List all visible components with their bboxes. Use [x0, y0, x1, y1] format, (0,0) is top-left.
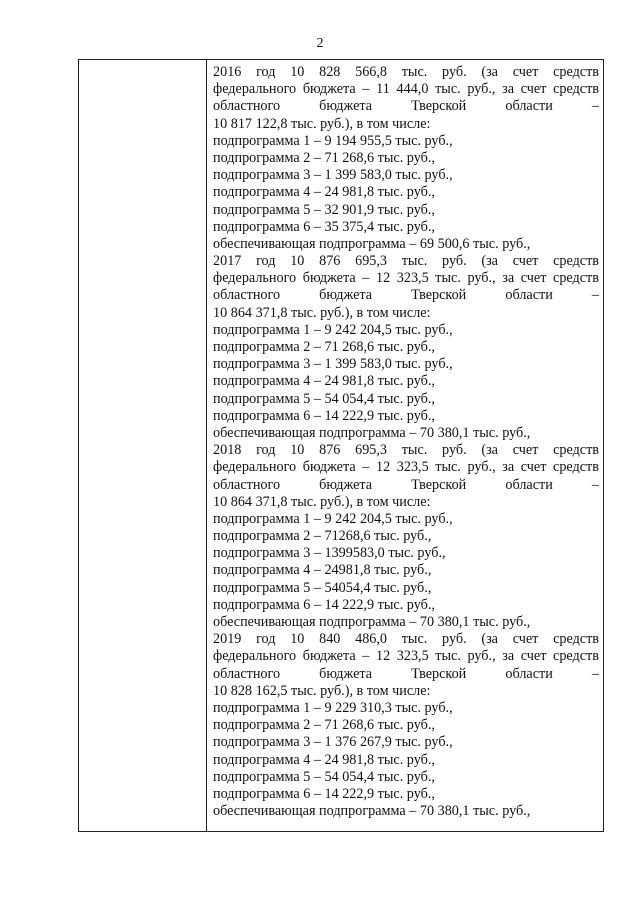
text-line: подпрограмма 2 – 71 268,6 тыс. руб.,	[213, 149, 435, 166]
word: руб.,	[467, 459, 496, 476]
text-line	[213, 81, 599, 98]
word: 10	[290, 253, 305, 270]
word: тыс.	[435, 81, 461, 98]
text-line: подпрограмма 4 – 24 981,8 тыс. руб.,	[213, 751, 435, 768]
word: 486,0	[355, 631, 388, 648]
word: средств	[553, 64, 599, 80]
text-line	[213, 459, 599, 476]
word: области	[505, 287, 553, 304]
word: за	[502, 270, 515, 287]
word: счет	[512, 253, 539, 270]
word: 10	[290, 442, 305, 459]
text-line	[213, 287, 599, 304]
text-line: обеспечивающая подпрограмма – 69 500,6 тыс. руб.,	[213, 235, 531, 252]
word: 10	[290, 64, 305, 80]
word: за	[502, 459, 515, 476]
word: 566,8	[355, 64, 388, 80]
word: Тверской	[411, 476, 467, 493]
word: Тверской	[411, 665, 467, 682]
word: счет	[520, 648, 547, 665]
text-line: 10 817 122,8 тыс. руб.), в том числе:	[213, 115, 431, 132]
word: бюджета	[319, 287, 373, 304]
text-line: 10 864 371,8 тыс. руб.), в том числе:	[213, 493, 431, 510]
word: (за	[481, 64, 498, 80]
word: (за	[481, 442, 498, 459]
text-line: обеспечивающая подпрограмма – 70 380,1 тыс. руб.,	[213, 803, 531, 820]
text-line: подпрограмма 2 – 71268,6 тыс. руб.,	[213, 528, 432, 545]
column-divider	[206, 60, 207, 831]
word: руб.	[442, 442, 467, 459]
text-line: подпрограмма 4 – 24981,8 тыс. руб.,	[213, 562, 432, 579]
word: тыс.	[401, 442, 428, 459]
word: областного	[213, 98, 281, 115]
funding-table	[78, 59, 604, 832]
funding-text-cell	[213, 64, 599, 820]
word: 11	[376, 81, 390, 98]
text-line: подпрограмма 5 – 54 054,4 тыс. руб.,	[213, 768, 435, 785]
word: областного	[213, 287, 281, 304]
word: счет	[512, 631, 539, 648]
word: год	[256, 631, 276, 648]
word: год	[256, 64, 276, 80]
text-line	[213, 253, 599, 270]
word: 695,3	[355, 253, 388, 270]
word: –	[591, 98, 599, 115]
text-line: подпрограмма 4 – 24 981,8 тыс. руб.,	[213, 184, 435, 201]
word: области	[505, 665, 553, 682]
word: 12	[375, 459, 391, 476]
text-line: подпрограмма 4 – 24 981,8 тыс. руб.,	[213, 373, 435, 390]
word: бюджета	[319, 98, 373, 115]
text-line	[213, 442, 599, 459]
word: областного	[213, 476, 281, 493]
text-line: обеспечивающая подпрограмма – 70 380,1 тыс. руб.,	[213, 424, 531, 441]
word: тыс.	[401, 253, 428, 270]
word: –	[591, 476, 599, 493]
word: счет	[520, 270, 547, 287]
word: руб.,	[467, 270, 496, 287]
word: тыс.	[401, 631, 428, 648]
word: 2019	[213, 631, 242, 648]
word: 12	[375, 648, 391, 665]
word: федерального	[213, 459, 297, 476]
word: федерального	[213, 270, 297, 287]
word: счет	[520, 459, 547, 476]
word: областного	[213, 665, 281, 682]
word: (за	[481, 631, 498, 648]
word: руб.,	[467, 81, 496, 98]
word: 12	[375, 270, 391, 287]
word: 2016	[213, 64, 242, 80]
word: средств	[553, 442, 599, 459]
word: области	[505, 476, 553, 493]
word: 840	[319, 631, 341, 648]
word: тыс.	[435, 270, 461, 287]
text-line: подпрограмма 2 – 71 268,6 тыс. руб.,	[213, 339, 435, 355]
text-line: подпрограмма 3 – 1399583,0 тыс. руб.,	[213, 545, 446, 562]
text-line: подпрограмма 1 – 9 194 955,5 тыс. руб.,	[213, 132, 453, 149]
word: за	[502, 648, 515, 665]
word: средств	[553, 631, 599, 648]
word: год	[256, 253, 276, 270]
text-line	[213, 648, 599, 665]
word: бюджета	[302, 459, 356, 476]
word: бюджета	[319, 665, 373, 682]
word: –	[591, 665, 599, 682]
word: 2018	[213, 442, 242, 459]
word: руб.	[442, 631, 467, 648]
word: счет	[512, 64, 539, 80]
word: –	[362, 459, 370, 476]
word: 323,5	[396, 648, 429, 665]
word: тыс.	[435, 648, 461, 665]
word: счет	[512, 442, 539, 459]
word: 10	[290, 631, 305, 648]
word: 323,5	[396, 270, 429, 287]
word: руб.	[442, 64, 467, 80]
word: бюджета	[302, 81, 356, 98]
word: руб.	[442, 253, 467, 270]
word: –	[362, 81, 370, 98]
word: счет	[520, 81, 547, 98]
word: 828	[319, 64, 341, 80]
word: –	[362, 648, 370, 665]
text-line: подпрограмма 3 – 1 376 267,9 тыс. руб.,	[213, 734, 453, 751]
word: федерального	[213, 81, 297, 98]
text-line: подпрограмма 1 – 9 229 310,3 тыс. руб.,	[213, 699, 453, 716]
text-line: подпрограмма 3 – 1 399 583,0 тыс. руб.,	[213, 356, 453, 373]
word: бюджета	[302, 270, 356, 287]
word: средств	[553, 253, 599, 270]
word: тыс.	[401, 64, 428, 80]
word: средств	[553, 270, 599, 287]
word: –	[591, 287, 599, 304]
text-line	[213, 477, 599, 494]
text-line	[213, 64, 599, 81]
word: тыс.	[435, 459, 461, 476]
text-line: подпрограмма 3 – 1 399 583,0 тыс. руб.,	[213, 167, 453, 184]
text-line	[213, 631, 599, 648]
text-line	[213, 98, 599, 115]
word: средств	[553, 459, 599, 476]
word: за	[502, 81, 515, 98]
word: средств	[553, 81, 599, 98]
word: Тверской	[411, 98, 467, 115]
word: –	[362, 270, 370, 287]
word: бюджета	[302, 648, 356, 665]
text-line: 10 864 371,8 тыс. руб.), в том числе:	[213, 304, 431, 321]
text-line	[213, 666, 599, 683]
text-line: подпрограмма 1 – 9 242 204,5 тыс. руб.,	[213, 510, 453, 527]
text-line: подпрограмма 6 – 14 222,9 тыс. руб.,	[213, 407, 435, 424]
word: 876	[319, 253, 341, 270]
word: области	[505, 98, 553, 115]
text-line: подпрограмма 2 – 71 268,6 тыс. руб.,	[213, 717, 435, 734]
text-line: обеспечивающая подпрограмма – 70 380,1 тыс. руб.,	[213, 614, 531, 630]
text-line: подпрограмма 5 – 54054,4 тыс. руб.,	[213, 579, 432, 596]
page-number: 2	[316, 36, 324, 51]
word: средств	[553, 648, 599, 665]
word: 695,3	[355, 442, 388, 459]
word: 444,0	[396, 81, 429, 98]
word: 323,5	[396, 459, 429, 476]
word: бюджета	[319, 476, 373, 493]
word: 2017	[213, 253, 242, 270]
text-line: подпрограмма 6 – 35 375,4 тыс. руб.,	[213, 218, 435, 235]
text-line: подпрограмма 1 – 9 242 204,5 тыс. руб.,	[213, 321, 453, 338]
word: 876	[319, 442, 341, 459]
text-line: подпрограмма 6 – 14 222,9 тыс. руб.,	[213, 785, 435, 802]
text-line: подпрограмма 5 – 54 054,4 тыс. руб.,	[213, 390, 435, 407]
text-line: 10 828 162,5 тыс. руб.), в том числе:	[213, 682, 431, 699]
word: (за	[481, 253, 498, 270]
text-line: подпрограмма 6 – 14 222,9 тыс. руб.,	[213, 596, 435, 613]
word: год	[256, 442, 276, 459]
word: федерального	[213, 648, 297, 665]
text-line: подпрограмма 5 – 32 901,9 тыс. руб.,	[213, 201, 435, 218]
word: руб.,	[467, 648, 496, 665]
word: Тверской	[411, 287, 467, 304]
text-line	[213, 270, 599, 287]
